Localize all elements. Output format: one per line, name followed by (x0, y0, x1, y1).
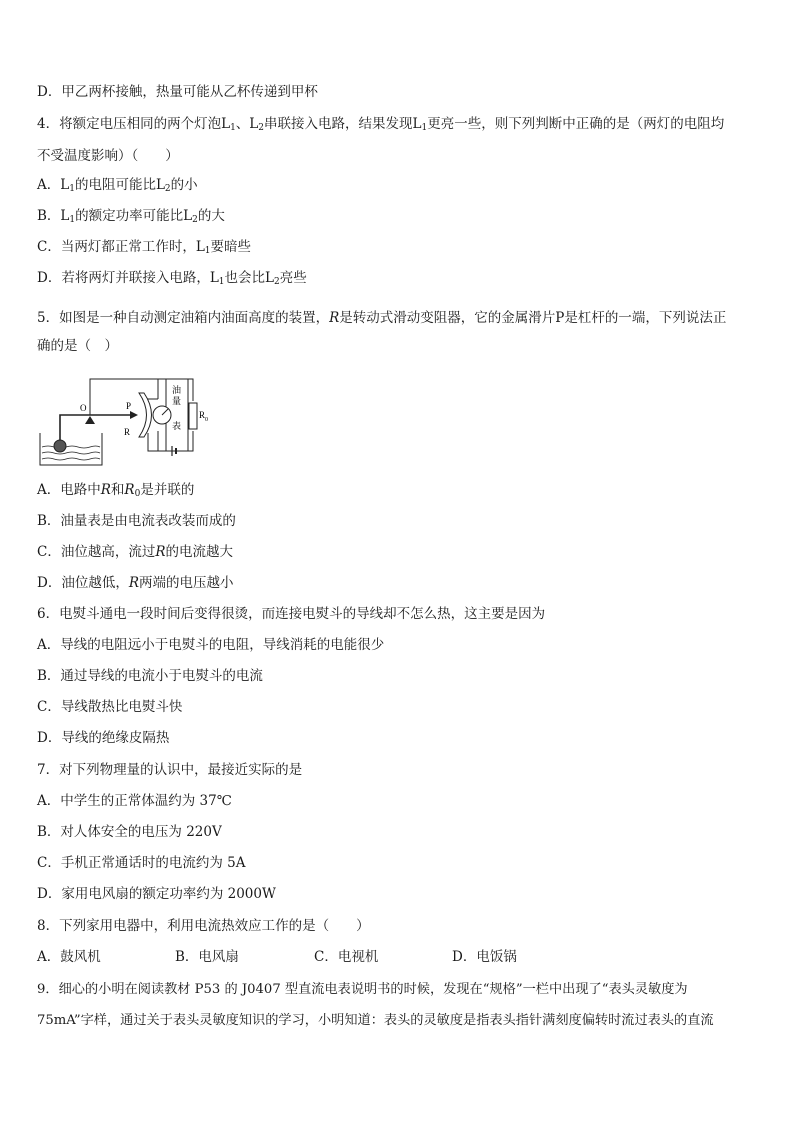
q7-option-d: D．家用电风扇的额定功率约为 2000W (37, 886, 276, 902)
label-o: O (80, 403, 87, 413)
variable-resistor-r (139, 393, 152, 437)
q4-stem-part: 不受温度影响）（ ） (37, 148, 179, 164)
label-meter-3: 表 (172, 422, 182, 432)
oil-gauge-circuit-diagram (38, 373, 224, 469)
label-r: R (124, 427, 131, 437)
q4-stem-part: 4．将额定电压相同的两个灯泡L (37, 116, 231, 132)
q6-option-b: B．通过导线的电流小于电熨斗的电流 (37, 668, 263, 684)
q6-option-c: C．导线散热比电熨斗快 (37, 699, 183, 715)
slider-p-arrow (130, 411, 138, 419)
q5-option-c: C．油位越高，流过R的电流越大 (37, 544, 234, 560)
option-d-q3: D．甲乙两杯接触，热量可能从乙杯传递到甲杯 (37, 84, 318, 100)
q8-options (37, 947, 759, 967)
oil-tank (40, 433, 102, 465)
q5-option-a: A．电路中R和$R_0$是并联的 (37, 482, 195, 499)
question-9-line-1: 9．细心的小明在阅读教材 P53 的 J0407 型直流电表说明书的时候，发现在“规格”一栏中出现了“表头灵敏度为 (37, 982, 688, 997)
q4-option-b: B．$L_1$的额定功率可能比$L_2$的大 (37, 208, 225, 225)
q4-stem-part: 串联接入电路，结果发现L (264, 116, 422, 132)
question-8-stem: 8．下列家用电器中，利用电流热效应工作的是（ ） (37, 918, 370, 934)
q7-option-b: B．对人体安全的电压为 220V (37, 824, 222, 840)
label-r0-sub: 0 (205, 417, 208, 423)
question-4-stem (37, 110, 759, 170)
question-9-line-2: 75mA”字样，通过关于表头灵敏度知识的学习，小明知道：表头的灵敏度是指表头指针满刻度偏转时流过表头的直流 (37, 1013, 714, 1028)
subscript: 1 (230, 123, 236, 133)
question-5-stem: 5．如图是一种自动测定油箱内油面高度的装置，R是转动式滑动变阻器，它的金属滑片P是杠杆的一端，下列说法正 确的是（ ） (37, 310, 727, 354)
q6-option-a: A．导线的电阻远小于电熨斗的电阻，导线消耗的电能很少 (37, 637, 385, 653)
label-meter-2: 量 (172, 397, 182, 407)
q8-option-a: A．鼓风机 (37, 949, 101, 965)
subscript: 1 (421, 123, 428, 133)
q5-option-d: D．油位越低，R两端的电压越小 (37, 575, 234, 591)
q8-option-c: C．电视机 (314, 949, 379, 965)
q4-stem-part: 、L (235, 116, 259, 132)
question-6-stem: 6．电熨斗通电一段时间后变得很烫，而连接电熨斗的导线却不怎么热，这主要是因为 (37, 606, 546, 622)
label-r0: R (199, 410, 206, 420)
q7-option-a: A．中学生的正常体温约为 37℃ (37, 793, 232, 809)
q7-option-c: C．手机正常通话时的电流约为 5A (37, 855, 246, 871)
resistor-r0 (189, 403, 197, 429)
lever-arm (60, 415, 130, 440)
label-p: P (126, 401, 132, 411)
q5-option-b: B．油量表是由电流表改装而成的 (37, 513, 236, 529)
subscript: 2 (258, 123, 264, 133)
question-7-stem: 7．对下列物理量的认识中，最接近实际的是 (37, 762, 303, 778)
label-meter-1: 油 (172, 386, 182, 396)
q8-option-b: B．电风扇 (175, 949, 239, 965)
q4-option-d: D．若将两灯并联接入电路，$L_1$也会比$L_2$亮些 (37, 270, 307, 287)
q6-option-d: D．导线的绝缘皮隔热 (37, 730, 170, 746)
q4-stem-part: 更亮一些，则下列判断中正确的是（两灯的电阻均 (427, 116, 725, 132)
q4-option-a: A．$L_1$的电阻可能比$L_2$的小 (37, 177, 198, 194)
pivot-triangle (85, 416, 95, 424)
float-ball (54, 440, 66, 452)
q8-option-d: D．电饭锅 (452, 949, 517, 965)
q4-option-c: C．当两灯都正常工作时，$L_1$要暗些 (37, 239, 252, 256)
